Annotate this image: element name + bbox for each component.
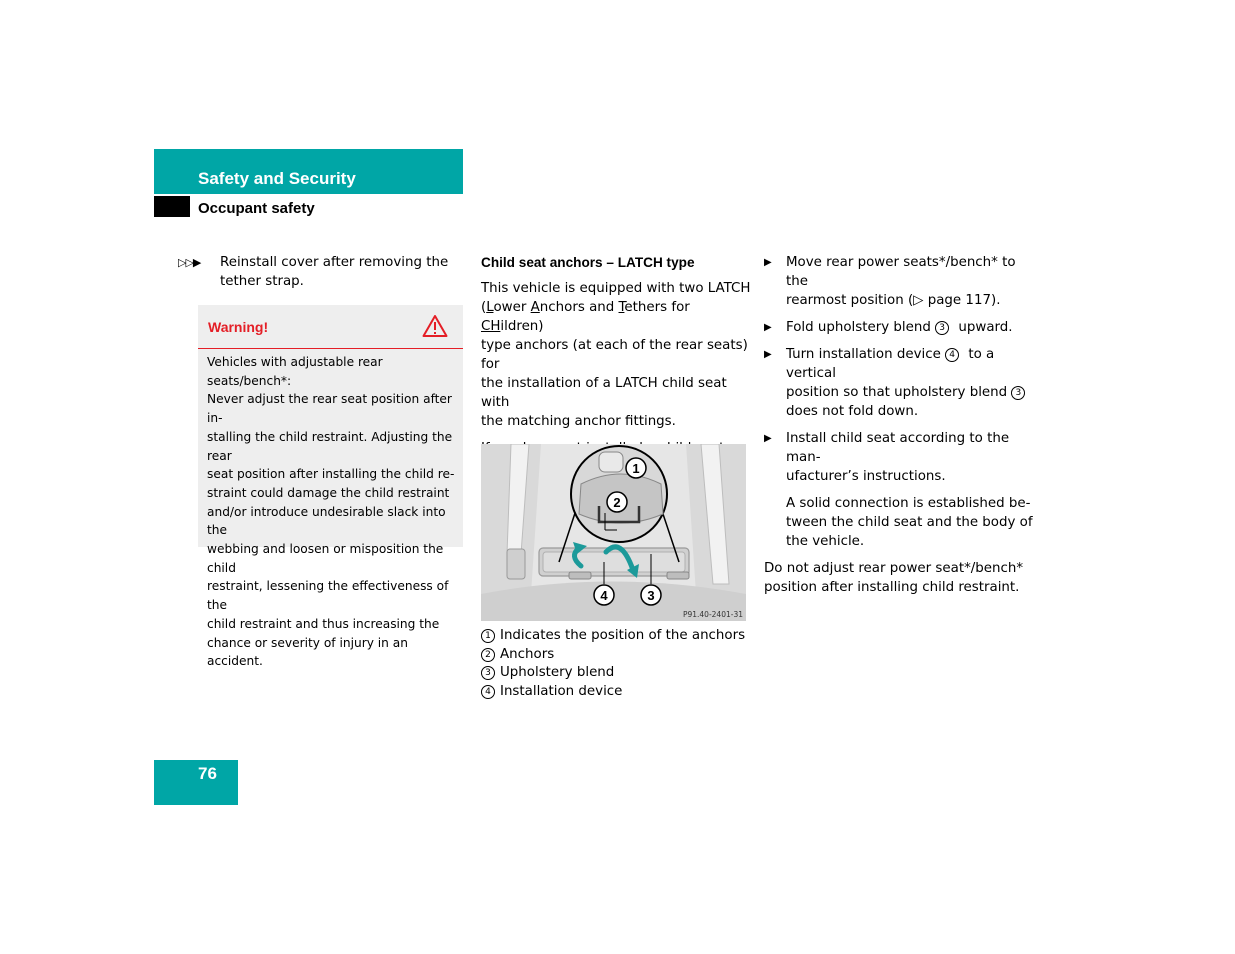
step-turn-device: ▶ Turn installation device 4 to a vertical position so that upholstery blend 3 does not fold down. — [764, 345, 1039, 421]
warning-triangle-icon — [422, 314, 448, 338]
step-fold-blend: ▶ Fold upholstery blend 3 upward. — [764, 320, 1013, 335]
section-title: Safety and Security — [198, 169, 356, 188]
step-result: A solid connection is established be- tween the child seat and the body of the vehicle. — [786, 496, 1033, 549]
legend-item: 2 Anchors — [481, 645, 751, 664]
warning-text: Vehicles with adjustable rear seats/bench*: Never adjust the rear seat position after in- stalling the child restraint. Adjusting the rear seat position after installing the child re- straint could damage the child restraint and/or introduce undesirable slack into the webbing and loosen or misposition the child restraint, lessening the effectiveness of the child restraint and thus increasing the chance or severity of injury in an accident. — [207, 355, 455, 669]
page-number: 76 — [198, 764, 217, 783]
continued-step: ▷▷▶ Reinstall cover after removing the — [178, 255, 449, 270]
bullet-arrow-icon: ▶ — [764, 433, 772, 444]
svg-text:4: 4 — [600, 588, 608, 603]
legend-item: 3 Upholstery blend — [481, 663, 751, 682]
callout-1 — [626, 458, 646, 478]
column-3 — [764, 253, 1039, 597]
bullet-arrow-icon: ▶ — [764, 322, 772, 333]
page-number-box — [154, 760, 238, 805]
step-move-seats: ▶ Move rear power seats*/bench* to the rearmost position (▷ page 117). — [764, 255, 1016, 308]
svg-text:1: 1 — [632, 461, 640, 476]
bullet-arrow-icon: ▶ — [764, 257, 772, 268]
warning-header — [198, 305, 463, 349]
warning-title: Warning! — [208, 319, 269, 335]
rear-seat-drawing — [481, 444, 746, 621]
svg-text:3: 3 — [647, 588, 655, 603]
latch-intro-paragraph: This vehicle is equipped with two LATCH (Lower Anchors and Tethers for CHildren) type anchors (at each of the rear seats) for the installation of a LATCH child seat with the matching anchor fittings. — [481, 281, 751, 429]
legend-item: 4 Installation device — [481, 682, 751, 701]
section-tab-marker — [154, 196, 190, 217]
column-1: ▷▷▶ Reinstall cover after removing the tether strap. — [178, 255, 449, 289]
legend-item: 1 Indicates the position of the anchors — [481, 626, 751, 645]
svg-text:2: 2 — [613, 495, 621, 510]
bullet-arrow-icon: ▶ — [764, 349, 772, 360]
figure-legend — [481, 626, 751, 701]
continuation-marker-icon: ▷▷▶ — [178, 256, 201, 269]
callout-3 — [641, 585, 661, 605]
latch-anchor-illustration — [481, 444, 746, 621]
warning-box — [198, 305, 463, 669]
callout-2 — [607, 492, 627, 512]
seat-adjust-note: Do not adjust rear power seat*/bench* position after installing child restraint. — [764, 561, 1024, 595]
step-install-seat: ▶ Install child seat according to the man- ufacturer’s instructions. — [764, 431, 1010, 484]
latch-acronym-line: (Lower Anchors and Tethers for CHildren) — [481, 300, 690, 334]
callout-4 — [594, 585, 614, 605]
subsection-title: Occupant safety — [198, 200, 315, 217]
figure-code: P91.40-2401-31 — [682, 610, 743, 619]
latch-heading: Child seat anchors – LATCH type — [481, 255, 695, 270]
